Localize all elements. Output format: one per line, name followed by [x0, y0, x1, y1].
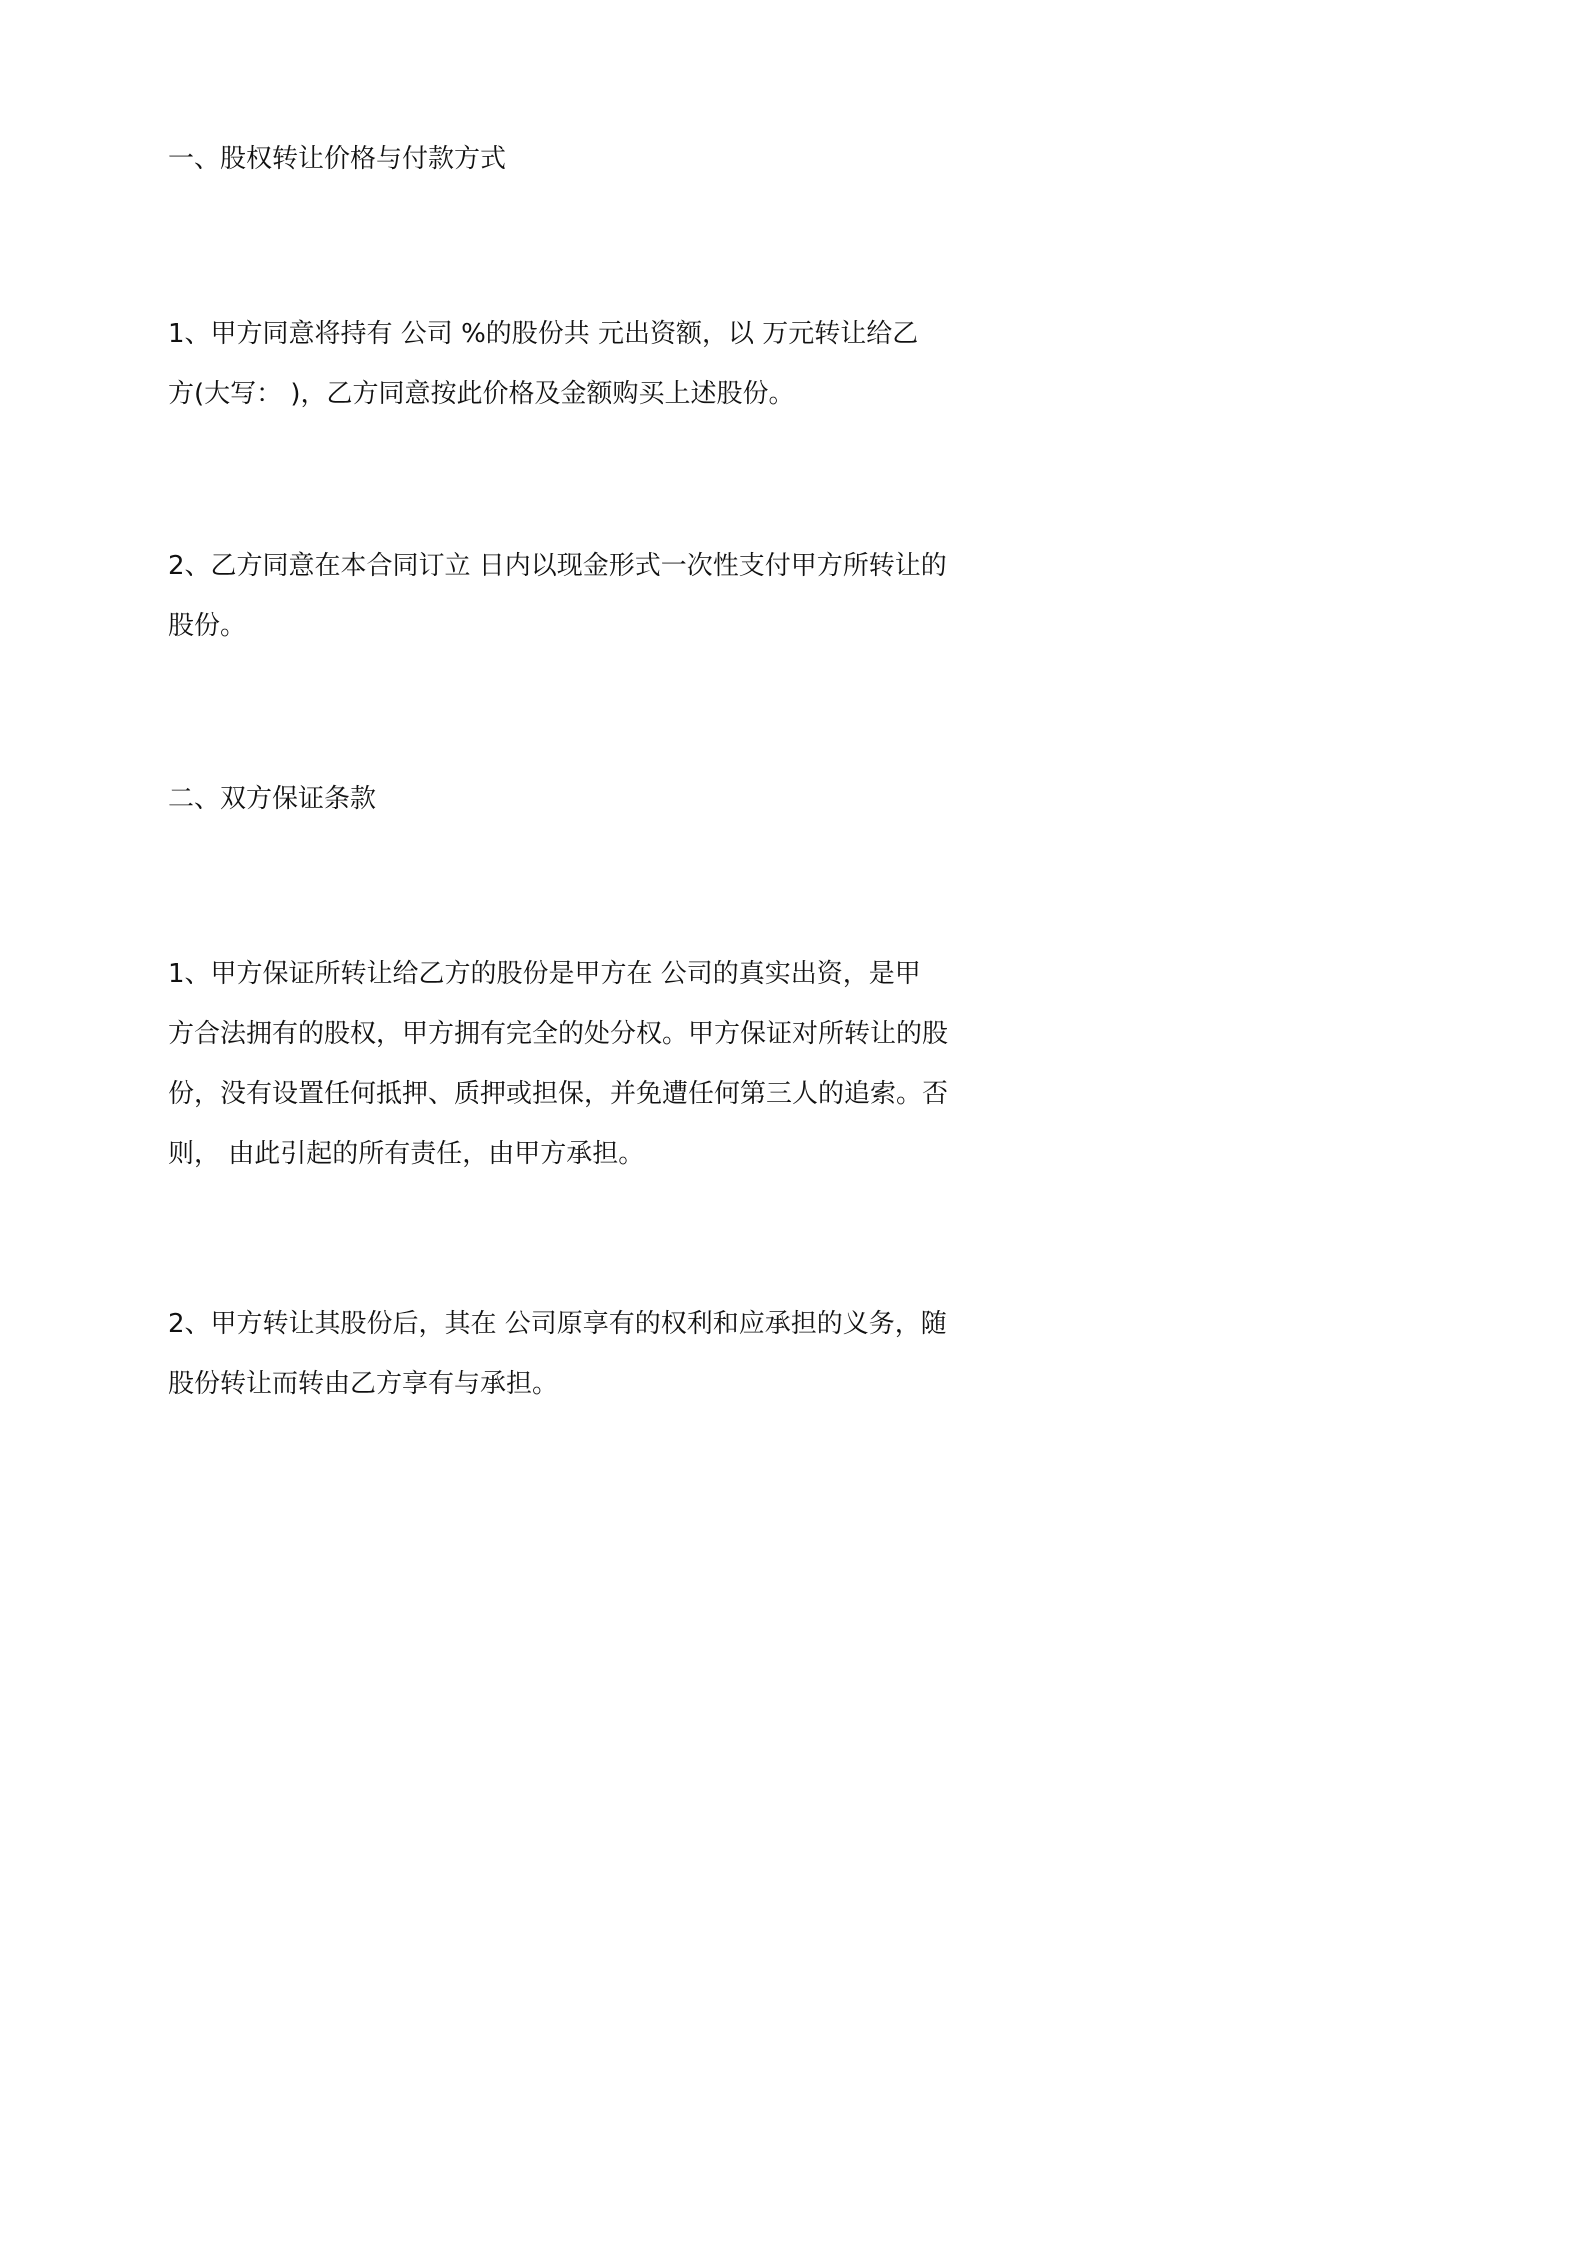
clause-line: 股份。 [168, 611, 247, 641]
clause-line: 方(大写： )，乙方同意按此价格及金额购买上述股份。 [168, 379, 795, 409]
clause-line: 份，没有设置任何抵押、质押或担保，并免遭任何第三人的追索。否 [168, 1079, 949, 1109]
clause-line: 2、甲方转让其股份后，其在 公司原享有的权利和应承担的义务，随 [168, 1309, 947, 1339]
clause-line: 1、甲方同意将持有 公司 %的股份共 元出资额，以 万元转让给乙 [168, 319, 919, 349]
clause-line: 1、甲方保证所转让给乙方的股份是甲方在 公司的真实出资，是甲 [168, 959, 921, 989]
clause-2-1 [168, 944, 948, 1184]
clause-1-1 [168, 304, 948, 424]
clause-line: 方合法拥有的股权，甲方拥有完全的处分权。甲方保证对所转让的股 [168, 1019, 949, 1049]
clause-line: 2、乙方同意在本合同订立 日内以现金形式一次性支付甲方所转让的 [168, 551, 947, 581]
clause-line: 则， 由此引起的所有责任，由甲方承担。 [168, 1139, 645, 1169]
section-heading-1: 一、股权转让价格与付款方式 [168, 144, 507, 174]
clause-line: 股份转让而转由乙方享有与承担。 [168, 1369, 559, 1399]
clause-2-2 [168, 1294, 948, 1414]
document-page [0, 0, 1101, 1558]
clause-1-2 [168, 536, 948, 656]
section-heading-2: 二、双方保证条款 [168, 784, 377, 814]
